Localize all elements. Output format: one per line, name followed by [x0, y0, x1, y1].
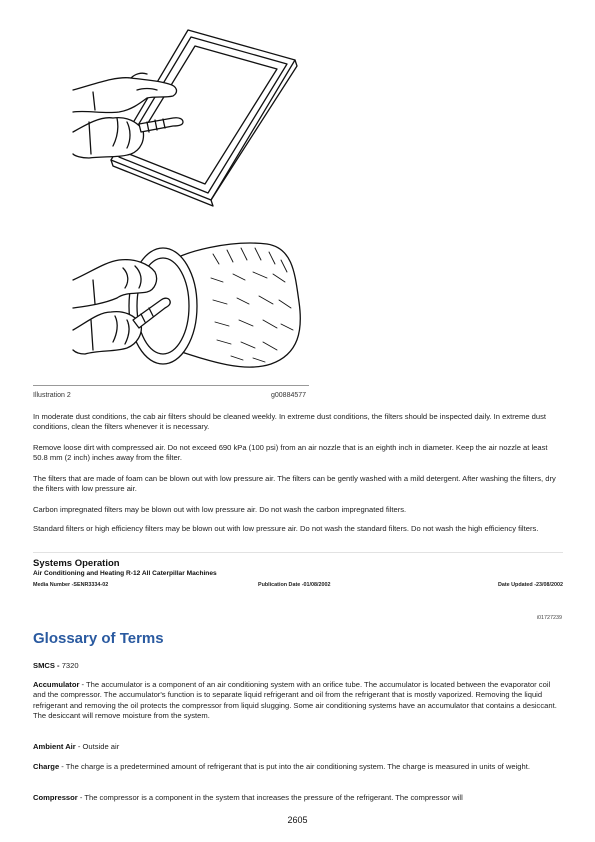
page-heading: Glossary of Terms — [33, 630, 164, 647]
section-title: Systems Operation — [33, 558, 120, 569]
glossary-entry — [33, 742, 563, 752]
glossary-definition: - The charge is a predetermined amount of refrigerant that is put into the air conditioning system. The charge is measured in units of weight. — [59, 762, 530, 771]
document-id: i01727239 — [536, 615, 562, 621]
paragraph-foam-filters: The filters that are made of foam can be blown out with low pressure air. The filters can be gently washed with a mild detergent. After washing the filters, dry the filters with low pressure air. — [33, 474, 556, 494]
cylindrical-filter-drawing — [73, 243, 300, 367]
paragraph-carbon-filters: Carbon impregnated filters may be blown out with low pressure air. Do not wash the carbon impregnated filters. — [33, 505, 407, 514]
illustration-label: Illustration 2 — [33, 392, 71, 399]
publication-date: Publication Date -01/08/2002 — [258, 582, 331, 588]
glossary-entry — [33, 661, 563, 671]
glossary-entry — [33, 793, 563, 803]
panel-filter-drawing — [73, 30, 297, 206]
glossary-term: Ambient Air — [33, 742, 76, 751]
caption-rule — [33, 385, 309, 386]
glossary-term: Charge — [33, 762, 60, 771]
glossary-entry — [33, 680, 563, 722]
media-number: Media Number -SENR3334-02 — [33, 582, 109, 588]
glossary-term: Compressor — [33, 793, 78, 802]
section-separator — [33, 552, 563, 553]
paragraph-cleaning-frequency: In moderate dust conditions, the cab air filters should be cleaned weekly. In extreme dust conditions, the filters should be inspected daily. In extreme dust conditions, clean the filters whenever it is necessary. — [33, 412, 546, 432]
illustration-code: g00884577 — [271, 392, 307, 399]
glossary-term: Accumulator — [33, 680, 80, 689]
glossary-definition: - The compressor is a component in the system that increases the pressure of the refrigerant. The compressor will — [77, 793, 463, 802]
glossary-term: SMCS - — [33, 661, 60, 670]
paragraph-standard-filters: Standard filters or high efficiency filters may be blown out with low pressure air. Do not wash the standard filters. Do not wash the high efficiency filters. — [33, 524, 539, 533]
document-title: Air Conditioning and Heating R-12 All Caterpillar Machines — [33, 570, 217, 577]
page-number: 2605 — [287, 815, 308, 825]
filter-cleaning-illustration — [33, 18, 333, 378]
glossary-definition: - The accumulator is a component of an air conditioning system with an orifice tube. The accumulator is located between the evaporator coil and the compressor. The accumulator's function is to separate liquid refrigerant and oil from the refrigerant that is mostly vaporized. Removing the liquid refrigerant and removing the oil protects the compressor from liquid slugging. Some air conditioning systems have an accumulator that contains a desiccant. The desiccant will remove moisture from the system. — [33, 680, 557, 721]
date-updated: Date Updated -23/08/2002 — [497, 582, 563, 588]
glossary-definition: - Outside air — [75, 742, 120, 751]
glossary-definition: 7320 — [59, 661, 79, 670]
glossary-entry — [33, 762, 563, 772]
paragraph-compressed-air: Remove loose dirt with compressed air. Do not exceed 690 kPa (100 psi) from an air nozzle that is an eighth inch in diameter. Keep the air nozzle at least 50.8 mm (2 inch) inches away from the filter. — [33, 443, 548, 463]
